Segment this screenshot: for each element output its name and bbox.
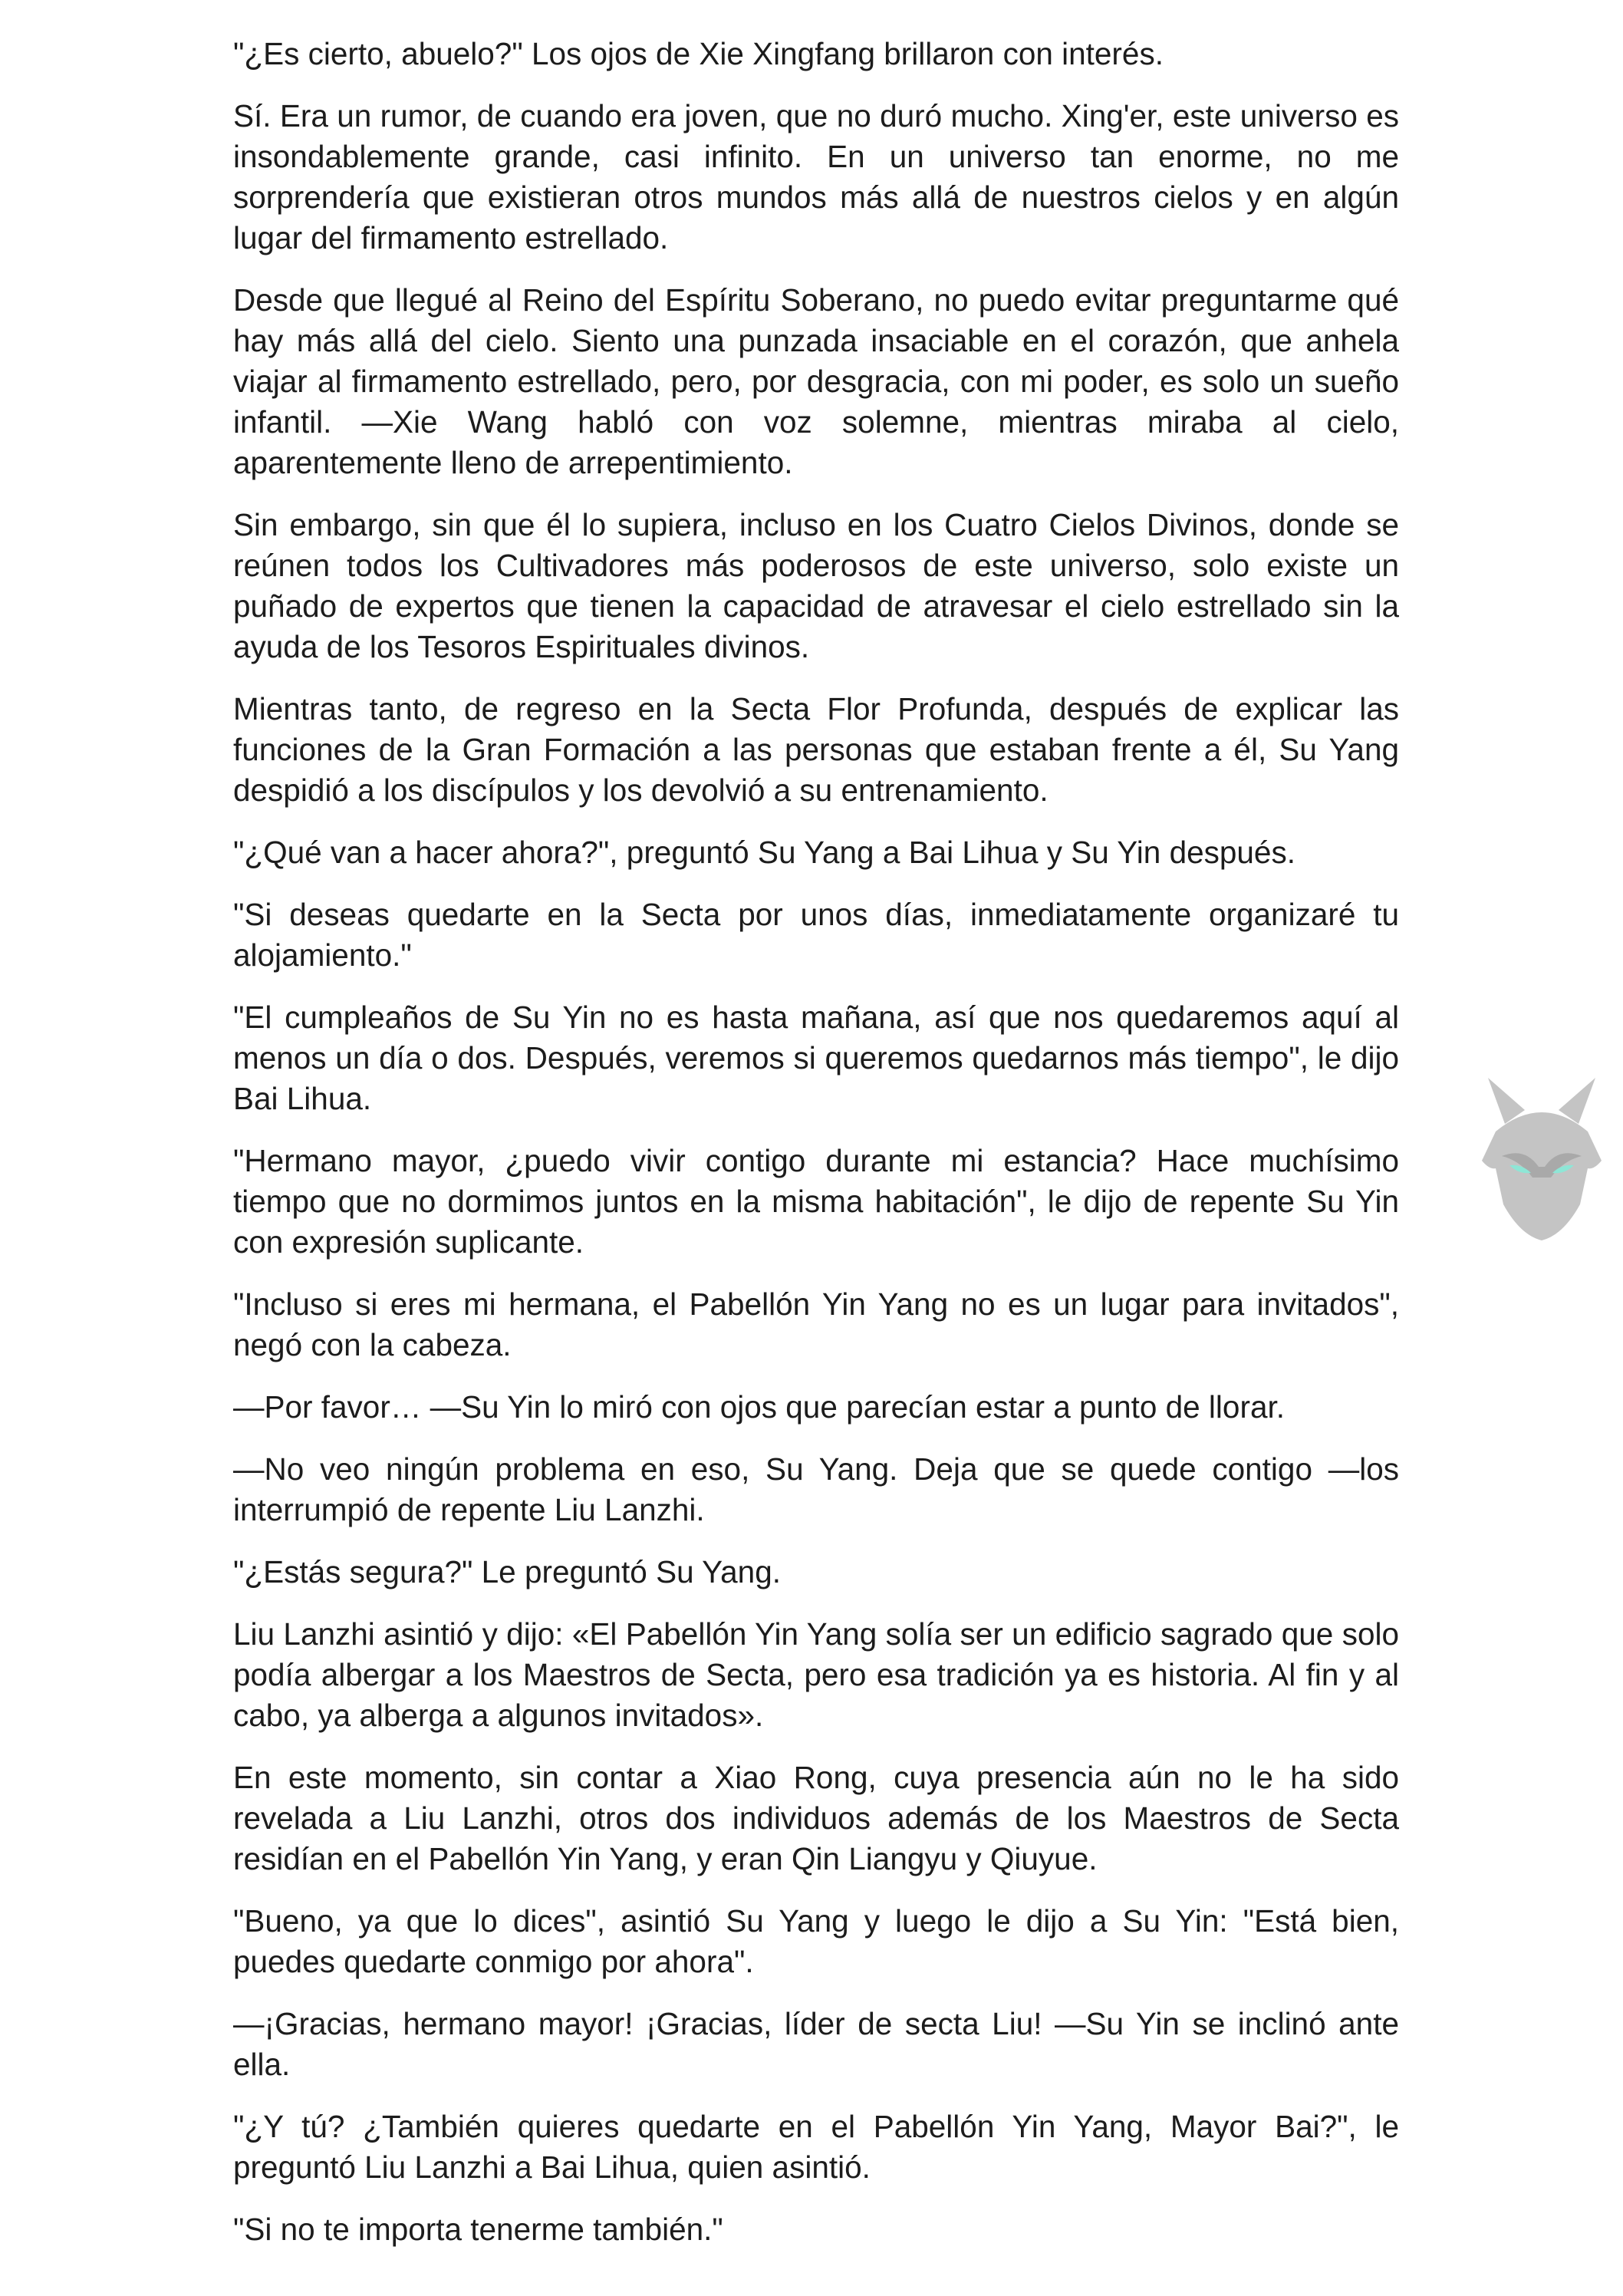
paragraph-17: —¡Gracias, hermano mayor! ¡Gracias, líder de secta Liu! —Su Yin se inclinó ante ella. bbox=[233, 2006, 1399, 2082]
paragraph-19: "Si no te importa tenerme también." bbox=[233, 2212, 723, 2247]
paragraph-12: —No veo ningún problema en eso, Su Yang. Deja que se quede contigo —los interrumpió de repente Liu Lanzhi. bbox=[233, 1451, 1399, 1527]
paragraph-8: "El cumpleaños de Su Yin no es hasta mañana, así que nos quedaremos aquí al menos un día o dos. Después, veremos si queremos quedarnos más tiempo", le dijo Bai Lihua. bbox=[233, 1000, 1399, 1116]
paragraph-2: Sí. Era un rumor, de cuando era joven, que no duró mucho. Xing'er, este universo es insondablemente grande, casi infinito. En un universo tan enorme, no me sorprendería que existieran otros mundos más allá de nuestros cielos y en algún lugar del firmamento estrellado. bbox=[233, 98, 1399, 255]
document-body bbox=[233, 34, 1399, 2271]
paragraph-3: Desde que llegué al Reino del Espíritu Soberano, no puedo evitar preguntarme qué hay más allá del cielo. Siento una punzada insaciable en el corazón, que anhela viajar al firmamento estrellado, pero, por desgracia, con mi poder, es solo un sueño infantil. —Xie Wang habló con voz solemne, mientras miraba al cielo, aparentemente lleno de arrepentimiento. bbox=[233, 282, 1399, 480]
paragraph-11: —Por favor… —Su Yin lo miró con ojos que parecían estar a punto de llorar. bbox=[233, 1389, 1285, 1425]
paragraph-6: "¿Qué van a hacer ahora?", preguntó Su Yang a Bai Lihua y Su Yin después. bbox=[233, 835, 1295, 870]
demon-head-icon bbox=[1465, 1070, 1618, 1247]
paragraph-15: En este momento, sin contar a Xiao Rong, cuya presencia aún no le ha sido revelada a Liu Lanzhi, otros dos individuos además de los Maestros de Secta residían en el Pabellón Yin Yang, y eran Qin Liangyu y Qiuyue. bbox=[233, 1760, 1399, 1876]
paragraph-1: "¿Es cierto, abuelo?" Los ojos de Xie Xingfang brillaron con interés. bbox=[233, 36, 1164, 71]
paragraph-5: Mientras tanto, de regreso en la Secta Flor Profunda, después de explicar las funciones de la Gran Formación a las personas que estaban frente a él, Su Yang despidió a los discípulos y los devolvió a su entrenamiento. bbox=[233, 691, 1399, 808]
paragraph-4: Sin embargo, sin que él lo supiera, incluso en los Cuatro Cielos Divinos, donde se reúnen todos los Cultivadores más poderosos de este universo, solo existe un puñado de expertos que tienen la capacidad de atravesar el cielo estrellado sin la ayuda de los Tesoros Espirituales divinos. bbox=[233, 507, 1399, 664]
paragraph-9: "Hermano mayor, ¿puedo vivir contigo durante mi estancia? Hace muchísimo tiempo que no dormimos juntos en la misma habitación", le dijo de repente Su Yin con expresión suplicante. bbox=[233, 1143, 1399, 1260]
paragraph-18: "¿Y tú? ¿También quieres quedarte en el Pabellón Yin Yang, Mayor Bai?", le preguntó Liu Lanzhi a Bai Lihua, quien asintió. bbox=[233, 2109, 1399, 2185]
paragraph-13: "¿Estás segura?" Le preguntó Su Yang. bbox=[233, 1554, 781, 1589]
paragraph-16: "Bueno, ya que lo dices", asintió Su Yang y luego le dijo a Su Yin: "Está bien, puedes quedarte conmigo por ahora". bbox=[233, 1903, 1399, 1979]
paragraph-10: "Incluso si eres mi hermana, el Pabellón Yin Yang no es un lugar para invitados", negó con la cabeza. bbox=[233, 1286, 1399, 1362]
paragraph-7: "Si deseas quedarte en la Secta por unos días, inmediatamente organizaré tu alojamiento." bbox=[233, 897, 1399, 973]
watermark-logo bbox=[1465, 1070, 1618, 1247]
paragraph-14: Liu Lanzhi asintió y dijo: «El Pabellón Yin Yang solía ser un edificio sagrado que solo podía albergar a los Maestros de Secta, pero esa tradición ya es historia. Al fin y al cabo, ya alberga a algunos invitados». bbox=[233, 1616, 1399, 1733]
